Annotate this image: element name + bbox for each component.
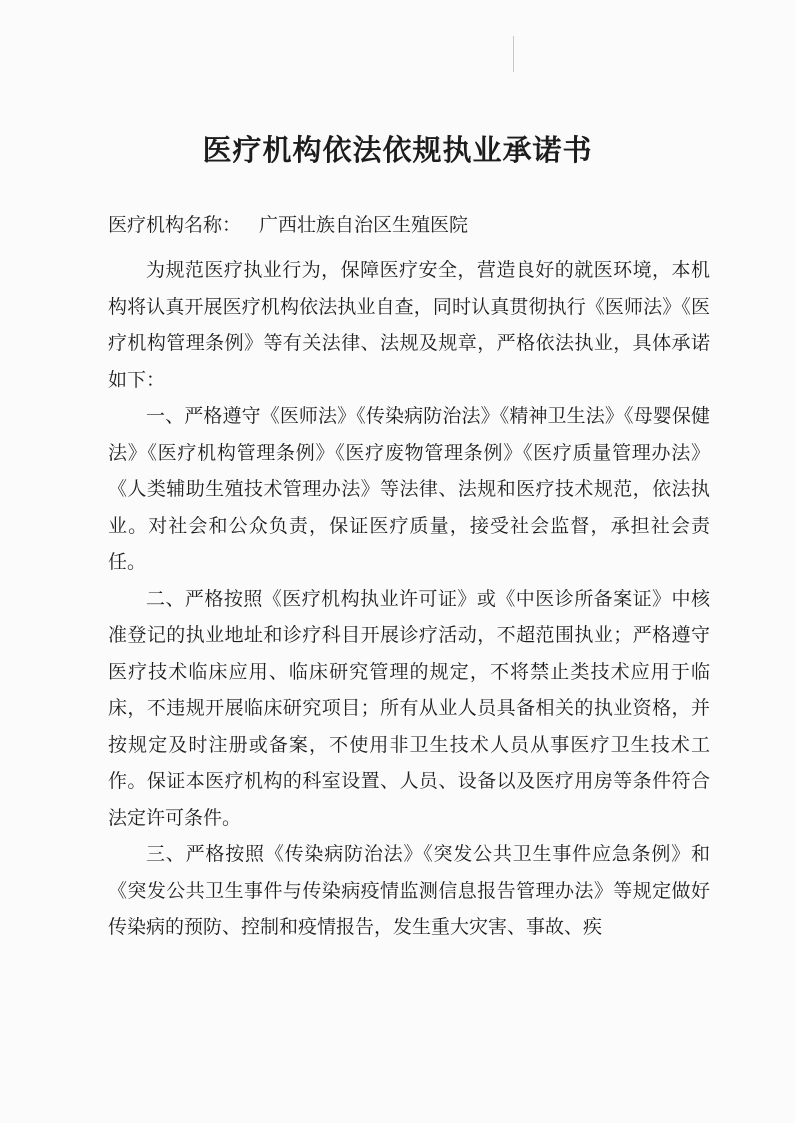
paragraph-2: 二、严格按照《医疗机构执业许可证》或《中医诊所备案证》中核准登记的执业地址和诊疗科目开展诊疗活动，不超范围执业；严格遵守医疗技术临床应用、临床研究管理的规定，不将禁止类技术应用于临床，不违规开展临床研究项目；所有从业人员具备相关的执业资格，并按规定及时注册或备案，不使用非卫生技术人员从事医疗卫生技术工作。保证本医疗机构的科室设置、人员、设备以及医疗用房等条件符合法定许可条件。 xyxy=(108,587,710,829)
document-body xyxy=(108,252,710,946)
paragraph-1: 一、严格遵守《医师法》《传染病防治法》《精神卫生法》《母婴保健法》《医疗机构管理条例》《医疗废物管理条例》《医疗质量管理办法》《人类辅助生殖技术管理办法》等法律、法规和医疗技术规范，依法执业。对社会和公众负责，保证医疗质量，接受社会监督，承担社会责任。 xyxy=(108,405,710,573)
paragraph-intro: 为规范医疗执业行为，保障医疗安全，营造良好的就医环境，本机构将认真开展医疗机构依法执业自查，同时认真贯彻执行《医师法》《医疗机构管理条例》等有关法律、法规及规章，严格依法执业，具体承诺如下： xyxy=(108,259,710,391)
institution-name-line xyxy=(108,210,468,237)
paragraph-3: 三、严格按照《传染病防治法》《突发公共卫生事件应急条例》和《突发公共卫生事件与传染病疫情监测信息报告管理办法》等规定做好传染病的预防、控制和疫情报告，发生重大灾害、事故、疾 xyxy=(108,843,710,938)
document-title: 医疗机构依法依规执业承诺书 xyxy=(202,133,593,167)
scan-mark xyxy=(513,36,514,72)
institution-name-label: 医疗机构名称： xyxy=(108,214,242,236)
institution-name-value: 广西壮族自治区生殖医院 xyxy=(259,214,469,236)
